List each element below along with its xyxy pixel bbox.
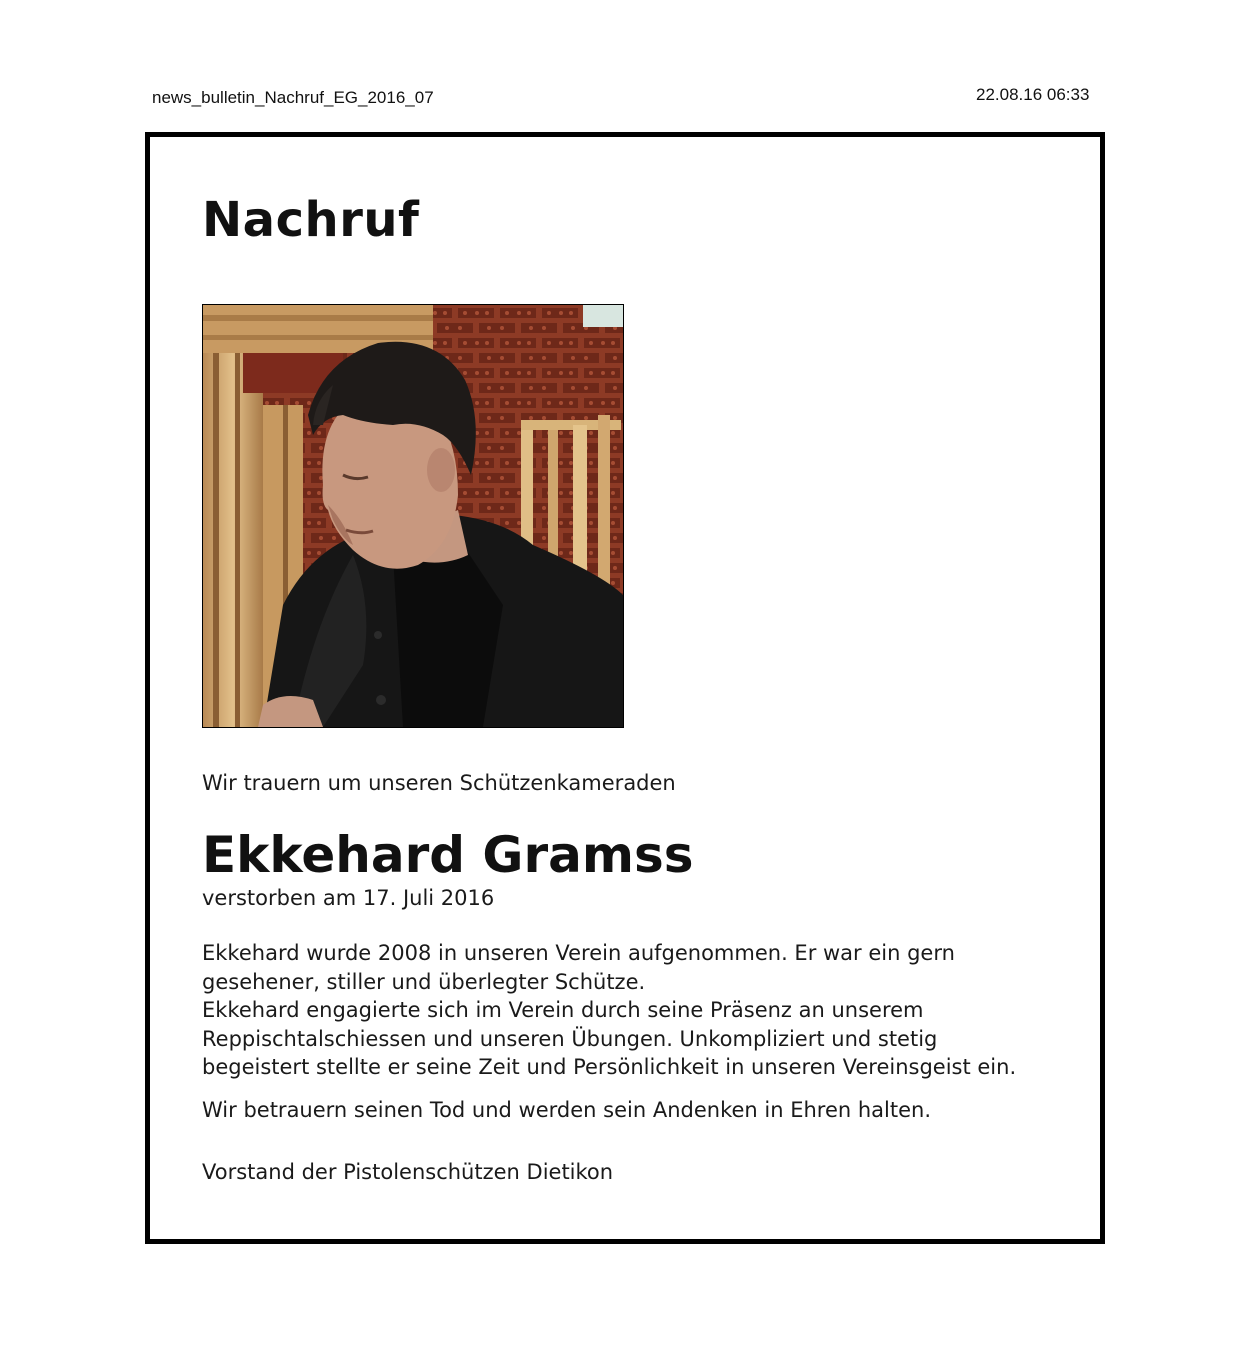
date-of-death: verstorben am 17. Juli 2016	[202, 886, 495, 910]
document-filename: news_bulletin_Nachruf_EG_2016_07	[152, 88, 434, 107]
portrait-photo	[202, 304, 624, 728]
document-timestamp: 22.08.16 06:33	[976, 85, 1090, 104]
intro-text: Wir trauern um unseren Schützenkameraden	[202, 771, 676, 795]
body-line: begeistert stellte er seine Zeit und Persönlichkeit in unseren Vereinsgeist ein.	[202, 1055, 1017, 1079]
body-paragraph	[202, 939, 1082, 1082]
notice-title: Nachruf	[202, 192, 420, 248]
closing-text: Wir betrauern seinen Tod und werden sein Andenken in Ehren halten.	[202, 1098, 932, 1122]
body-line: gesehener, stiller und überlegter Schütze.	[202, 969, 646, 994]
body-line: Reppischtalschiessen und unseren Übungen. Unkompliziert und stetig	[202, 1026, 938, 1051]
signature: Vorstand der Pistolenschützen Dietikon	[202, 1160, 614, 1184]
body-line: Ekkehard wurde 2008 in unseren Verein aufgenommen. Er war ein gern	[202, 941, 955, 965]
body-line: Ekkehard engagierte sich im Verein durch seine Präsenz an unserem	[202, 998, 924, 1022]
deceased-name: Ekkehard Gramss	[202, 826, 694, 884]
